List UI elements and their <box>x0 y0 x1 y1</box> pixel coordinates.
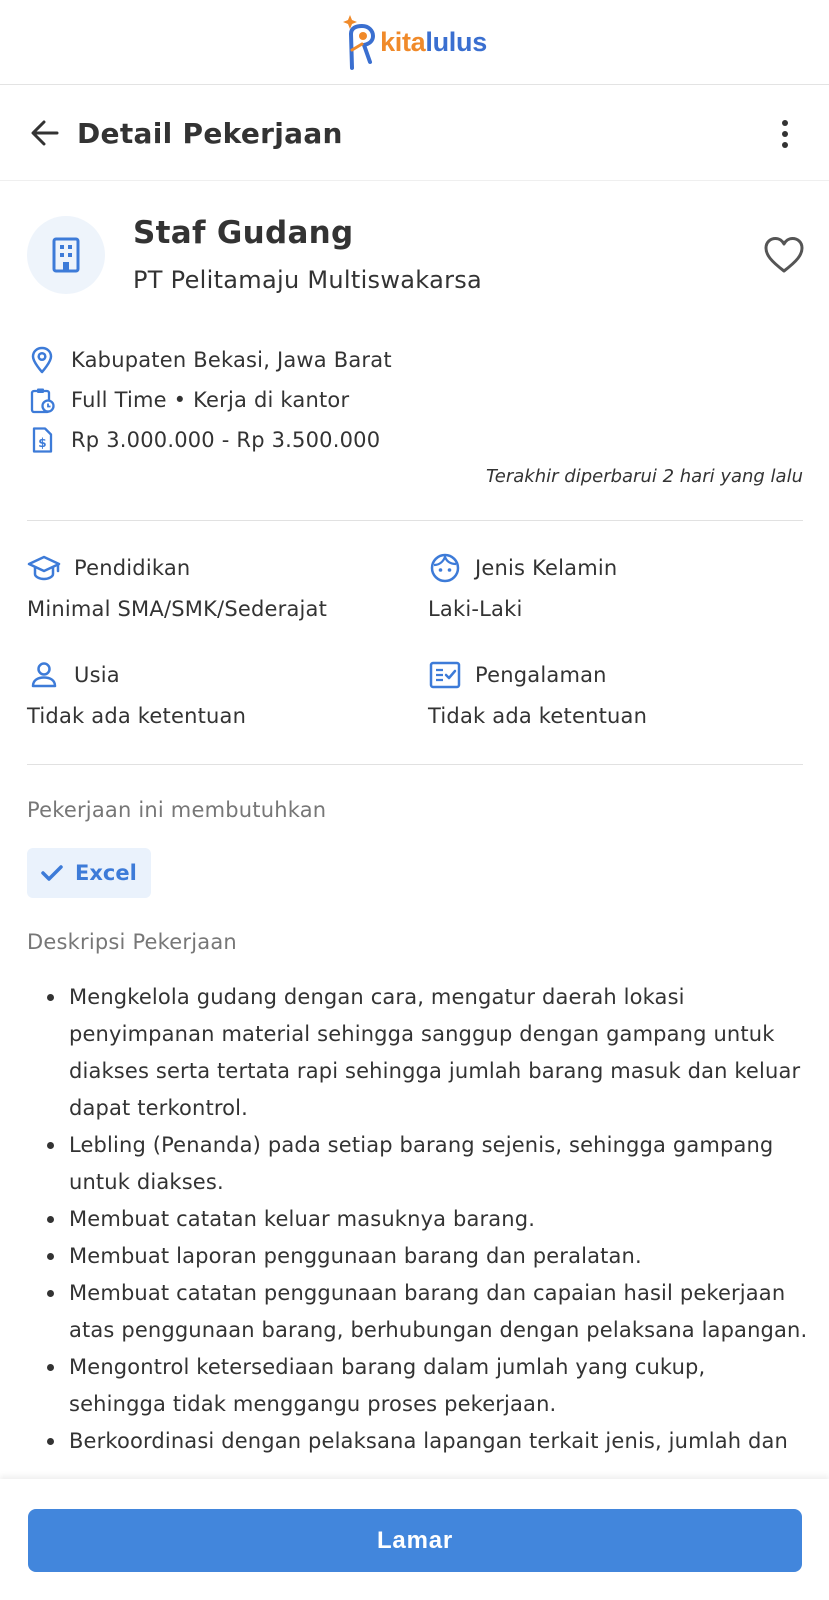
graduation-cap-icon <box>27 551 61 585</box>
last-updated: Terakhir diperbarui 2 hari yang lalu <box>486 466 803 487</box>
kitalulus-logo[interactable] <box>342 14 487 70</box>
checklist-icon <box>428 658 462 692</box>
logo-wordmark <box>380 27 487 58</box>
age-label-text: Usia <box>74 663 120 687</box>
description-section-label: Deskripsi Pekerjaan <box>27 930 237 954</box>
arrow-left-icon <box>29 117 61 149</box>
gender-label-text: Jenis Kelamin <box>475 556 618 580</box>
description-item: Membuat catatan penggunaan barang dan capaian hasil pekerjaan atas penggunaan barang, berhubungan dengan pelaksana lapangan. <box>27 1275 809 1349</box>
page-header <box>0 86 829 181</box>
logo-mark-icon <box>342 14 378 70</box>
skill-chip-label: Excel <box>75 861 137 885</box>
description-item: Membuat laporan penggunaan barang dan peralatan. <box>27 1238 809 1275</box>
gender-label <box>428 551 617 585</box>
experience-label <box>428 658 607 692</box>
company-avatar <box>27 216 105 294</box>
heart-icon <box>763 236 805 274</box>
age-value: Tidak ada ketentuan <box>27 704 247 728</box>
page-title: Detail Pekerjaan <box>77 116 343 150</box>
logo-wordmark-kita: kita <box>380 26 426 57</box>
more-vertical-icon-dot <box>782 142 788 148</box>
skills-section-label: Pekerjaan ini membutuhkan <box>27 798 327 822</box>
more-vertical-icon-dot <box>782 131 788 137</box>
education-value: Minimal SMA/SMK/Sederajat <box>27 597 328 621</box>
job-salary <box>27 425 380 455</box>
age-label <box>27 658 120 692</box>
description-item: Berkoordinasi dengan pelaksana lapangan terkait jenis, jumlah dan <box>27 1423 809 1460</box>
description-item: Mengontrol ketersediaan barang dalam jumlah yang cukup, sehingga tidak menggangu proses pekerjaan. <box>27 1349 809 1423</box>
description-item: Mengkelola gudang dengan cara, mengatur daerah lokasi penyimpanan material sehingga sanggup dengan gampang untuk diakses serta tertata rapi sehingga jumlah barang masuk dan keluar dapat terkontrol. <box>27 979 809 1127</box>
skill-chip <box>27 848 151 898</box>
education-label-text: Pendidikan <box>74 556 191 580</box>
description-item: Membuat catatan keluar masuknya barang. <box>27 1201 809 1238</box>
job-description-list <box>27 979 809 1477</box>
gender-value: Laki-Laki <box>428 597 523 621</box>
person-face-icon <box>428 551 462 585</box>
building-icon <box>46 235 86 275</box>
education-label <box>27 551 190 585</box>
company-name[interactable]: PT Pelitamaju Multiswakarsa <box>133 266 483 294</box>
more-options-button[interactable] <box>779 116 791 152</box>
check-icon <box>41 864 63 882</box>
back-button[interactable] <box>27 115 63 151</box>
job-type <box>27 385 349 415</box>
job-type-text: Full Time • Kerja di kantor <box>71 388 350 412</box>
logo-wordmark-lulus: lulus <box>425 26 487 57</box>
description-item: Lebling (Penanda) pada setiap barang sejenis, sehingga gampang untuk diakses. <box>27 1127 809 1201</box>
experience-value: Tidak ada ketentuan <box>428 704 648 728</box>
apply-button[interactable]: Lamar <box>28 1509 802 1572</box>
favorite-button[interactable] <box>761 232 807 278</box>
job-location-text: Kabupaten Bekasi, Jawa Barat <box>71 348 392 372</box>
salary-document-icon <box>27 425 57 455</box>
section-divider <box>27 520 803 521</box>
more-vertical-icon-dot <box>782 120 788 126</box>
person-icon <box>27 658 61 692</box>
bottom-action-bar <box>0 1479 829 1600</box>
app-topbar <box>0 0 829 85</box>
section-divider <box>27 764 803 765</box>
experience-label-text: Pengalaman <box>475 663 607 687</box>
job-salary-text: Rp 3.000.000 - Rp 3.500.000 <box>71 428 381 452</box>
clipboard-clock-icon <box>27 385 57 415</box>
location-pin-icon <box>27 345 57 375</box>
svg-text:$: $ <box>38 436 47 450</box>
job-title: Staf Gudang <box>133 215 354 251</box>
job-location <box>27 345 392 375</box>
